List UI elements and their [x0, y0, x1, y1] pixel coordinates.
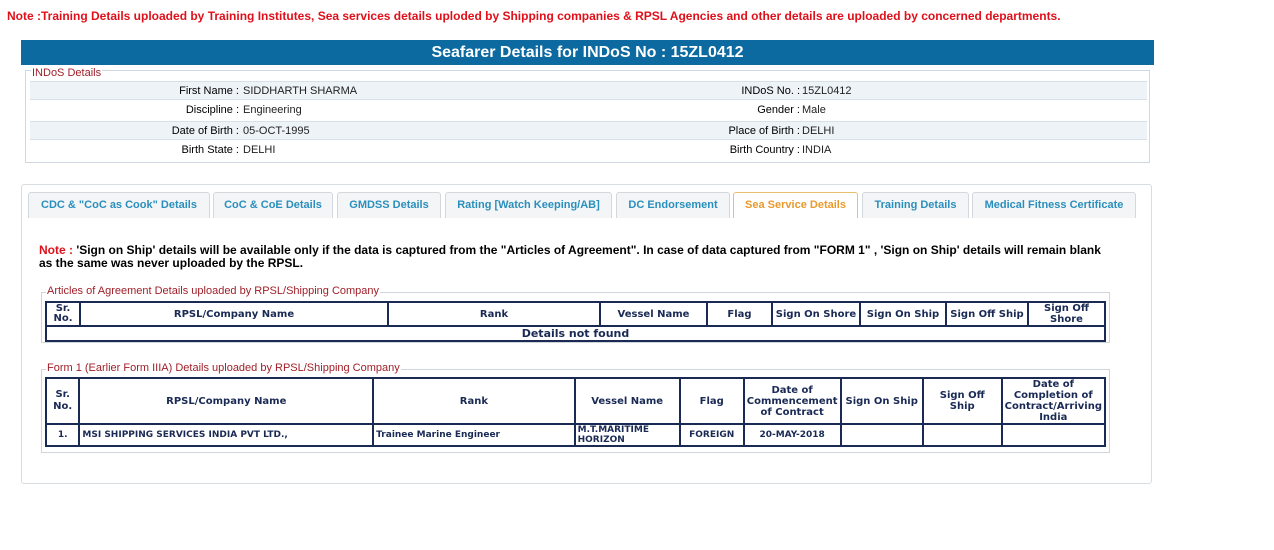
indos-details-section	[25, 67, 1150, 163]
tab-training-details[interactable]: Training Details	[862, 192, 969, 218]
dob-value: 05-OCT-1995	[243, 125, 310, 137]
col-sign-off-shore: Sign Off Shore	[1028, 302, 1105, 326]
col-sign-on-shore: Sign On Shore	[772, 302, 860, 326]
tab-medical-fitness[interactable]: Medical Fitness Certificate	[972, 192, 1136, 218]
col-sign-on-ship: Sign On Ship	[841, 378, 923, 424]
birth-country-value: INDIA	[802, 144, 832, 156]
dob-label: Date of Birth :	[171, 125, 239, 137]
birth-state-label: Birth State :	[181, 144, 239, 156]
tab-dc-endorsement[interactable]: DC Endorsement	[616, 192, 730, 218]
articles-legend: Articles of Agreement Details uploaded by RPSL/Shipping Company	[47, 285, 380, 297]
note-text: 'Sign on Ship' details will be available only if the data is captured from the "Articles of Agreement". In case of data captured from "FORM 1" , 'Sign on Ship' details will remain blank as the same was never uploaded by the RPSL.	[39, 243, 1101, 270]
tab-cdc-cook[interactable]: CDC & "CoC as Cook" Details	[28, 192, 210, 218]
tab-gmdss[interactable]: GMDSS Details	[337, 192, 441, 218]
first-name-value: SIDDHARTH SHARMA	[243, 85, 358, 97]
first-name-label: First Name :	[179, 85, 239, 97]
place-of-birth-value: DELHI	[802, 125, 835, 137]
col-company-name: RPSL/Company Name	[80, 302, 388, 326]
col-date-commencement: Date of Commencement of Contract	[744, 378, 841, 424]
col-rank: Rank	[373, 378, 574, 424]
indos-row-first-name	[30, 81, 1147, 100]
form1-legend: Form 1 (Earlier Form IIIA) Details uploaded by RPSL/Shipping Company	[47, 362, 400, 374]
col-vessel-name: Vessel Name	[600, 302, 707, 326]
cell-vessel-name: M.T.MARITIME HORIZON	[575, 424, 680, 446]
tab-rating-watch-keeping[interactable]: Rating [Watch Keeping/AB]	[445, 192, 612, 218]
discipline-value: Engineering	[243, 104, 302, 116]
note-label: Note :	[39, 243, 73, 257]
indos-no-label: INDoS No. :	[741, 85, 800, 97]
table-header-row	[46, 302, 1105, 326]
indos-no-value: 15ZL0412	[802, 85, 852, 97]
table-header-row	[46, 378, 1105, 424]
gender-label: Gender :	[757, 104, 800, 116]
place-of-birth-label: Place of Birth :	[728, 125, 800, 137]
col-company-name: RPSL/Company Name	[79, 378, 373, 424]
col-flag: Flag	[707, 302, 772, 326]
sign-on-ship-note	[39, 244, 1109, 270]
cell-sign-on-ship	[841, 424, 923, 446]
form1-table	[45, 377, 1106, 447]
table-row	[46, 326, 1105, 341]
indos-row-discipline	[30, 101, 1147, 120]
birth-country-label: Birth Country :	[729, 144, 800, 156]
cell-flag: FOREIGN	[680, 424, 744, 446]
col-sign-off-ship: Sign Off Ship	[946, 302, 1028, 326]
table-row	[46, 424, 1105, 446]
cell-rank: Trainee Marine Engineer	[373, 424, 574, 446]
disclaimer-note: Note :Training Details uploaded by Training Institutes, Sea services details uploded by Shipping companies & RPSL Agencies and other details are uploaded by concerned departments.	[7, 9, 1061, 23]
gender-value: Male	[802, 104, 826, 116]
tab-sea-service-details[interactable]: Sea Service Details	[733, 192, 858, 218]
indos-row-birth-state	[30, 141, 1147, 160]
col-sr-no: Sr. No.	[46, 378, 79, 424]
details-not-found-message: Details not found	[46, 326, 1105, 341]
col-flag: Flag	[680, 378, 744, 424]
cell-sign-off-ship	[923, 424, 1002, 446]
articles-table	[45, 301, 1106, 342]
indos-row-dob	[30, 121, 1147, 140]
col-sign-on-ship: Sign On Ship	[860, 302, 946, 326]
cell-date-commencement: 20-MAY-2018	[744, 424, 841, 446]
col-sign-off-ship: Sign Off Ship	[923, 378, 1002, 424]
page-title: Seafarer Details for INDoS No : 15ZL0412	[21, 40, 1154, 65]
discipline-label: Discipline :	[185, 104, 239, 116]
cell-company-name: MSI SHIPPING SERVICES INDIA PVT LTD.,	[79, 424, 373, 446]
birth-state-value: DELHI	[243, 144, 276, 156]
col-vessel-name: Vessel Name	[575, 378, 680, 424]
cell-sr-no: 1.	[46, 424, 79, 446]
col-date-completion: Date of Completion of Contract/Arriving India	[1002, 378, 1105, 424]
cell-date-completion	[1002, 424, 1105, 446]
tab-coc-coe[interactable]: CoC & CoE Details	[213, 192, 333, 218]
col-sr-no: Sr. No.	[46, 302, 80, 326]
col-rank: Rank	[388, 302, 600, 326]
indos-details-legend: INDoS Details	[32, 67, 102, 79]
